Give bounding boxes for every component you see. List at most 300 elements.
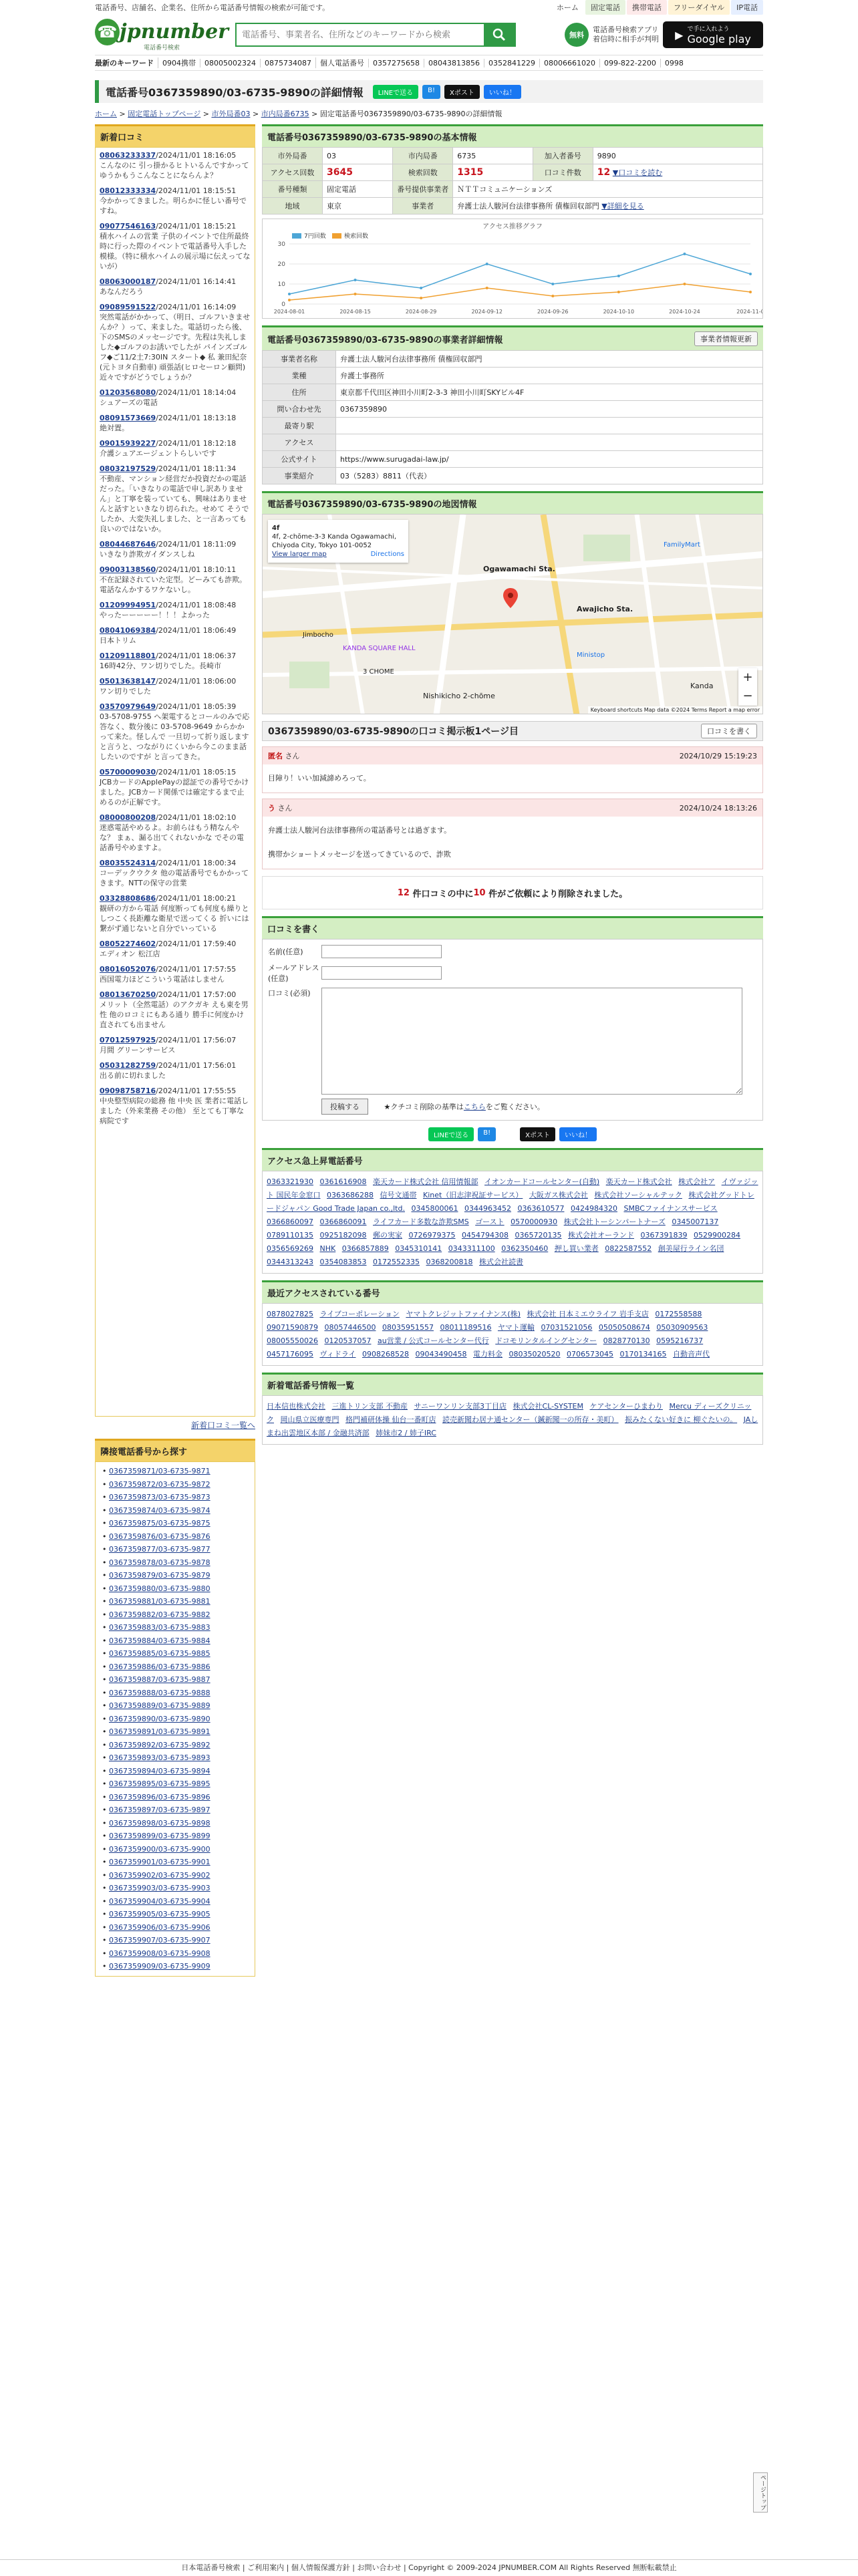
x-tick-label: 2024-08-15 <box>339 309 371 315</box>
rising-link[interactable]: イヴァジット 国民年金窓口 <box>267 1177 758 1199</box>
rising-link[interactable]: 0366860097 <box>267 1218 313 1226</box>
recent-link[interactable]: ヴィドライ <box>319 1350 356 1358</box>
form-header <box>262 916 763 939</box>
recent-link[interactable]: 0170134165 <box>619 1350 667 1358</box>
recent-link[interactable]: 0908268528 <box>362 1350 410 1358</box>
top-link-ip[interactable]: IP電話 <box>731 0 763 15</box>
recent-link[interactable]: 05050508674 <box>598 1323 650 1332</box>
comment-date: /2024/11/01 17:56:01 <box>156 1061 237 1070</box>
rising-link[interactable]: 0343311100 <box>448 1244 495 1253</box>
newinfo-link[interactable]: 日本信也株式会社 <box>267 1402 325 1411</box>
nearby-number-link[interactable]: 0367359876/03-6735-9876 <box>109 1532 210 1541</box>
rising-link[interactable]: 楽天カード株式会社 <box>605 1177 672 1186</box>
zoom-out-icon[interactable]: − <box>742 689 753 703</box>
map-label: Awajicho Sta. <box>577 605 633 613</box>
map-label: 3 CHOME <box>363 668 394 676</box>
map-label: KANDA SQUARE HALL <box>343 645 416 652</box>
rising-link[interactable]: 0424984320 <box>570 1204 617 1213</box>
rising-title: アクセス急上昇電話番号 <box>267 1157 363 1167</box>
keyword-item[interactable]: 0875734087 <box>260 59 315 67</box>
list-item <box>100 990 251 1030</box>
comment-number-link[interactable]: 01203568080 <box>100 388 156 397</box>
newinfo-link[interactable]: JAしまね出雲地区本部 / 金融共済部 <box>267 1415 758 1437</box>
list-item: • 0367359909/03-6735-9909 <box>102 1962 210 1971</box>
nearby-number-link[interactable]: 0367359897/03-6735-9897 <box>109 1806 210 1814</box>
comment-number-link[interactable]: 09015939227 <box>100 439 156 448</box>
rising-link[interactable]: 0356569269 <box>267 1244 313 1253</box>
data-point <box>749 273 752 275</box>
recent-link[interactable]: 09071590879 <box>267 1323 318 1332</box>
recent-link[interactable]: 07031521056 <box>541 1323 593 1332</box>
nearby-number-link[interactable]: 0367359908/03-6735-9908 <box>109 1949 210 1958</box>
zoom-controls[interactable] <box>738 668 757 706</box>
recent-link[interactable]: 0828770130 <box>603 1336 650 1345</box>
data-point <box>354 293 357 295</box>
rising-link[interactable]: 0726979375 <box>408 1231 456 1240</box>
rising-link[interactable]: 0366860091 <box>319 1218 367 1226</box>
promo-text <box>593 25 659 44</box>
page-top-button[interactable]: ページトップ <box>753 2472 768 2513</box>
nearby-number-link[interactable]: 0367359887/03-6735-9887 <box>109 1675 210 1684</box>
rising-link[interactable]: 0363686288 <box>327 1191 374 1199</box>
comment-number-link[interactable]: 05700009030 <box>100 768 156 776</box>
nearby-number-link[interactable]: 0367359890/03-6735-9890 <box>109 1714 210 1723</box>
rising-link[interactable]: 0368200818 <box>426 1258 473 1266</box>
rising-link[interactable]: 株式会社グッドトレードジャパン Good Trade Japan co.,ltd. <box>267 1191 754 1213</box>
keyword-item[interactable]: 08043813856 <box>424 59 484 67</box>
nearby-number-link[interactable]: 0367359904/03-6735-9904 <box>109 1896 210 1906</box>
newinfo-link[interactable]: 姉妹市2 / 姉子IRC <box>376 1429 436 1437</box>
comment-number-link[interactable]: 05013638147 <box>100 677 156 686</box>
nearby-number-link[interactable]: 0367359901/03-6735-9901 <box>109 1858 210 1866</box>
info-value: 6735 <box>453 148 533 164</box>
top-link-mobile[interactable]: 携帯電話 <box>627 0 667 15</box>
list-item: • 0367359874/03-6735-9874 <box>102 1506 210 1515</box>
list-item: • 0367359900/03-6735-9900 <box>102 1844 210 1854</box>
biz-value: 弁護士事務所 <box>336 368 763 384</box>
newinfo-link[interactable]: サニーワンリン支部3丁目店 <box>414 1402 507 1411</box>
nearby-number-link[interactable]: 0367359879/03-6735-9879 <box>109 1571 210 1580</box>
map-label: Ministop <box>577 652 605 659</box>
rising-link[interactable]: 信号文通帯 <box>380 1191 417 1199</box>
list-item: • 0367359896/03-6735-9896 <box>102 1792 210 1802</box>
rising-link[interactable]: 0529900284 <box>694 1231 740 1240</box>
list-item: • 0367359907/03-6735-9907 <box>102 1936 210 1945</box>
more-comments <box>95 1419 255 1431</box>
email-field[interactable] <box>321 966 442 980</box>
comment-text: やったーーーーー！！！よかった <box>100 611 210 619</box>
deletion-policy-link[interactable]: こちら <box>463 1103 486 1111</box>
keyword-item[interactable]: 08005002324 <box>200 59 260 67</box>
comment-number-link[interactable]: 08091573669 <box>100 414 156 422</box>
biz-key: 問い合わせ先 <box>263 401 336 418</box>
rising-link[interactable]: 0366857889 <box>341 1244 389 1253</box>
rising-link[interactable]: 楽天カード株式会社 信用情報部 <box>373 1177 478 1186</box>
comment-number-link[interactable]: 03328808686 <box>100 894 156 903</box>
comment-number-link[interactable]: 08035524314 <box>100 859 156 867</box>
table-row <box>263 468 763 484</box>
biz-key: 最寄り駅 <box>263 418 336 434</box>
hatena-button[interactable]: B! <box>422 85 440 99</box>
comment-date: /2024/11/01 18:10:11 <box>156 565 237 574</box>
total-comments: 12 <box>397 887 410 898</box>
recent-link[interactable]: 0457176095 <box>267 1350 313 1358</box>
newinfo-link[interactable]: 岡山県立医療専門 <box>280 1415 339 1424</box>
post-author-suffix: さん <box>277 804 293 813</box>
comment-number-link[interactable]: 09077546163 <box>100 222 156 231</box>
rising-link[interactable]: 0344313243 <box>267 1258 313 1266</box>
search-button[interactable] <box>484 24 515 45</box>
rising-link[interactable]: 0362350460 <box>501 1244 549 1253</box>
comment-date: /2024/11/01 18:12:18 <box>156 439 237 448</box>
x-post-button[interactable]: Xポスト <box>444 85 480 99</box>
name-label: 名前(任意) <box>268 948 303 956</box>
nearby-number-link[interactable]: 0367359886/03-6735-9886 <box>109 1662 210 1671</box>
x-post-button[interactable]: Xポスト <box>520 1127 555 1141</box>
write-comment-button[interactable]: 口コミを書く <box>701 724 757 738</box>
newinfo-link[interactable]: 三進トリン支部 不動産 <box>331 1402 408 1411</box>
list-item: • 0367359894/03-6735-9894 <box>102 1766 210 1775</box>
nearby-number-link[interactable]: 0367359893/03-6735-9893 <box>109 1753 210 1762</box>
rising-link[interactable]: 0822587552 <box>605 1244 652 1253</box>
table-row <box>263 384 763 401</box>
list-item <box>100 939 251 959</box>
google-play-button[interactable] <box>663 21 763 48</box>
share-buttons <box>373 85 521 99</box>
form-note-end: をご覧ください。 <box>485 1103 545 1111</box>
comment-number-link[interactable]: 08012333334 <box>100 186 156 195</box>
nearby-number-link[interactable]: 0367359877/03-6735-9877 <box>109 1545 210 1554</box>
recent-link[interactable]: au営業 / 公式コールセンター代行 <box>377 1336 489 1345</box>
rising-link[interactable]: 株式会社ア <box>678 1177 716 1186</box>
comment-number-link[interactable]: 08032197529 <box>100 464 156 473</box>
list-item <box>100 858 251 888</box>
read-comments-link[interactable]: ▼口コミを読む <box>612 168 663 177</box>
rising-link[interactable]: 0570000930 <box>511 1218 558 1226</box>
comment-text: 絶対置。 <box>100 424 129 432</box>
comment-number-link[interactable]: 08016052076 <box>100 965 156 974</box>
comment-number-link[interactable]: 03570979649 <box>100 702 156 711</box>
nearby-number-link[interactable]: 0367359875/03-6735-9875 <box>109 1519 210 1528</box>
comment-number-link[interactable]: 01209118801 <box>100 652 156 660</box>
rising-link[interactable]: SMBCファイナンスサービス <box>623 1204 718 1213</box>
logo[interactable] <box>95 19 229 51</box>
comment-number-link[interactable]: 01209994951 <box>100 601 156 609</box>
nearby-number-link[interactable]: 0367359909/03-6735-9909 <box>109 1962 210 1971</box>
keyword-item[interactable]: 0904携帯 <box>158 57 200 68</box>
rising-link[interactable]: 0345310141 <box>395 1244 442 1253</box>
line-share-button[interactable]: LINEで送る <box>428 1127 474 1141</box>
info-value: 弁護士法人駿河台法律事務所 債権回収部門 <box>457 202 599 210</box>
comment-number-link[interactable]: 09003138560 <box>100 565 156 574</box>
recent-link[interactable]: 電力料金 <box>473 1350 503 1358</box>
table-row <box>263 368 763 384</box>
recent-link[interactable]: 08057446500 <box>324 1323 376 1332</box>
comment-date: /2024/11/01 18:14:04 <box>156 388 237 397</box>
nearby-number-link[interactable]: 0367359884/03-6735-9884 <box>109 1636 210 1645</box>
rising-link[interactable]: 株式会社トーシンパートナーズ <box>563 1218 666 1226</box>
rising-link[interactable]: NHK <box>319 1244 336 1253</box>
recent-link[interactable]: ドコモリンタルイングセンター <box>495 1336 597 1345</box>
rising-link[interactable]: 0345007137 <box>672 1218 719 1226</box>
table-row <box>263 351 763 368</box>
comment-date: /2024/11/01 18:13:18 <box>156 414 237 422</box>
list-item <box>100 702 251 762</box>
recent-link[interactable]: 08005550026 <box>267 1336 318 1345</box>
comment-number-link[interactable]: 08000800208 <box>100 813 156 822</box>
info-key: 番号種類 <box>263 181 323 198</box>
comment-date: /2024/11/01 18:05:39 <box>156 702 237 711</box>
recent-link[interactable]: 0172558588 <box>655 1310 702 1318</box>
info-key: 口コミ件数 <box>533 164 593 181</box>
nearby-number-link[interactable]: 0367359880/03-6735-9880 <box>109 1584 210 1593</box>
rising-link[interactable]: 0363321930 <box>267 1177 313 1186</box>
more-comments-link[interactable]: 新着口コミ一覧へ <box>190 1421 255 1430</box>
email-label: メールアドレス(任意) <box>268 964 319 983</box>
rising-link[interactable]: 0365720135 <box>515 1231 562 1240</box>
recent-link[interactable]: ヤマトクレジットファイナンス(株) <box>406 1310 521 1318</box>
map-label: FamilyMart <box>664 541 700 549</box>
nearby-number-link[interactable]: 0367359871/03-6735-9871 <box>109 1467 210 1475</box>
nearby-number-link[interactable]: 0367359905/03-6735-9905 <box>109 1910 210 1918</box>
comment-date: /2024/11/01 17:55:55 <box>156 1087 237 1095</box>
rising-link[interactable]: 創美屋行ライン名団 <box>658 1244 724 1253</box>
rising-link[interactable]: 0361616908 <box>319 1177 367 1186</box>
table-row <box>263 451 763 468</box>
comment-number-link[interactable]: 09089591522 <box>100 303 156 311</box>
newinfo-link[interactable]: 振みたくない好きに 柳ぐたいの。 <box>625 1415 738 1424</box>
graph-title: アクセス推移グラフ <box>482 223 543 231</box>
rising-link[interactable]: 0363610577 <box>517 1204 565 1213</box>
rising-link[interactable]: 0367391839 <box>640 1231 688 1240</box>
view-larger-map-link[interactable]: View larger map <box>272 551 327 558</box>
data-point <box>617 291 620 293</box>
comment-number-link[interactable]: 07012597925 <box>100 1036 156 1044</box>
keyword-item[interactable]: 個人電話番号 <box>315 57 368 68</box>
recent-link[interactable]: 08011189516 <box>440 1323 492 1332</box>
rising-link[interactable]: 0789110135 <box>267 1231 313 1240</box>
recent-link[interactable]: ヤマト運輸 <box>497 1323 535 1332</box>
hatena-button[interactable]: B! <box>478 1127 496 1141</box>
comment-number-link[interactable]: 08063233337 <box>100 151 156 160</box>
rising-link[interactable]: 株式会社読書 <box>479 1258 523 1266</box>
comment-number-link[interactable]: 09098758716 <box>100 1087 156 1095</box>
submit-button[interactable]: 投稿する <box>321 1099 368 1115</box>
basic-info-title: 電話番号0367359890/03-6735-9890の基本情報 <box>267 133 477 143</box>
nearby-number-link[interactable]: 0367359885/03-6735-9885 <box>109 1649 210 1658</box>
nearby-number-link[interactable]: 0367359900/03-6735-9900 <box>109 1844 210 1854</box>
comment-text: シュアーズの電話 <box>100 398 158 407</box>
biz-key: 事業者名称 <box>263 351 336 368</box>
nearby-number-link[interactable]: 0367359882/03-6735-9882 <box>109 1610 210 1619</box>
recent-link[interactable]: 09043490458 <box>415 1350 467 1358</box>
edit-biz-button[interactable]: 事業者情報更新 <box>694 331 758 346</box>
top-link-fixed[interactable]: 固定電話 <box>585 0 625 15</box>
details-link[interactable]: ▼詳細を見る <box>601 202 644 210</box>
search-input[interactable] <box>237 24 484 45</box>
y-tick-label: 30 <box>277 241 285 248</box>
map[interactable] <box>262 514 763 714</box>
comment-number-link[interactable]: 05031282759 <box>100 1061 156 1070</box>
comment-number-link[interactable]: 08052274602 <box>100 940 156 948</box>
biz-info-header <box>262 325 763 350</box>
list-item: • 0367359889/03-6735-9889 <box>102 1701 210 1710</box>
logo-sub: 電話番号検索 <box>143 44 180 51</box>
nearby-number-link[interactable]: 0367359891/03-6735-9891 <box>109 1727 210 1736</box>
info-key: 地域 <box>263 198 323 214</box>
map-footer: Keyboard shortcuts Map data ©2024 Terms Report a map error <box>588 706 762 714</box>
comment-date: /2024/11/01 17:59:40 <box>156 940 237 948</box>
facebook-like-button[interactable]: いいね！ <box>559 1127 597 1141</box>
nearby-number-link[interactable]: 0367359878/03-6735-9878 <box>109 1558 210 1567</box>
rising-link[interactable]: Kinet（旧志津祝証サービス） <box>423 1191 523 1199</box>
directions-link[interactable]: Directions <box>370 551 404 558</box>
data-point <box>683 283 686 285</box>
rising-link[interactable]: 押し買い業者 <box>554 1244 599 1253</box>
comment-date: /2024/11/01 18:06:00 <box>156 677 237 686</box>
info-key: 番号提供事業者 <box>393 181 453 198</box>
x-tick-label: 2024-10-10 <box>603 309 635 315</box>
comment-text: JCBカードのApplePayの認証での番号でかけました。JCBカード関係では確定するまで止めるのが正解です。 <box>100 778 249 807</box>
rising-link[interactable]: 0454794308 <box>462 1231 509 1240</box>
recent-link[interactable]: 0120537057 <box>324 1336 372 1345</box>
rising-link[interactable]: 0344963452 <box>464 1204 511 1213</box>
nearby-number-link[interactable]: 0367359906/03-6735-9906 <box>109 1922 210 1932</box>
comment-date: /2024/11/01 18:16:05 <box>156 151 237 160</box>
nearby-number-link[interactable]: 0367359898/03-6735-9898 <box>109 1818 210 1828</box>
comment-number-link[interactable]: 08013670250 <box>100 990 156 999</box>
facebook-like-button[interactable]: いいね！ <box>484 85 521 99</box>
recent-link[interactable]: ライブコーポレーション <box>319 1310 400 1318</box>
comment-count: 12 <box>597 167 611 178</box>
recent-link[interactable]: 08035020520 <box>509 1350 561 1358</box>
nearby-number-link[interactable]: 0367359894/03-6735-9894 <box>109 1766 210 1775</box>
newinfo-link[interactable]: Mercu ディーズクリニック <box>267 1402 752 1424</box>
list-item <box>100 1086 251 1126</box>
comment-date: /2024/11/01 18:06:37 <box>156 652 237 660</box>
newinfo-link[interactable]: 格門補研体操 仙台一番町店 <box>345 1415 436 1424</box>
recent-link[interactable]: 0595216737 <box>656 1336 704 1345</box>
nearby-number-link[interactable]: 0367359903/03-6735-9903 <box>109 1884 210 1892</box>
newinfo-link[interactable]: ケアセンターひまわり <box>589 1402 663 1411</box>
newinfo-link[interactable]: 株式会社CL-SYSTEM <box>513 1402 583 1411</box>
nearby-number-link[interactable]: 0367359873/03-6735-9873 <box>109 1493 210 1501</box>
post-body-2: 携帯かショートメッセージを送ってきているので、詐欺 <box>268 850 451 859</box>
info-value: 03 <box>323 148 393 164</box>
nearby-number-link[interactable]: 0367359888/03-6735-9888 <box>109 1688 210 1697</box>
basic-info-table <box>262 147 763 214</box>
nearby-number-link[interactable]: 0367359895/03-6735-9895 <box>109 1779 210 1788</box>
left-column <box>95 124 255 1977</box>
newinfo-link[interactable]: 読売新聞わ居ナ通センター（鍼新聞一の所存・美町） <box>442 1415 619 1424</box>
nearby-number-link[interactable]: 0367359872/03-6735-9872 <box>109 1479 210 1489</box>
keyword-item[interactable]: 08006661020 <box>539 59 599 67</box>
keyword-item[interactable]: 0998 <box>660 59 688 67</box>
zoom-in-icon[interactable]: + <box>742 670 753 684</box>
comment-number-link[interactable]: 08044687646 <box>100 540 156 549</box>
nearby-list <box>95 1461 255 1977</box>
rising-link[interactable]: イオンカードコールセンター(自動) <box>484 1177 600 1186</box>
comment-number-link[interactable]: 08063000187 <box>100 277 156 286</box>
list-item <box>100 767 251 807</box>
comment-text: 観研の方から電話 何度断っても何度も繰りとしつこく長距離な衛星で送ってくる 折いには繋がず通じないと自分でいっている <box>100 904 249 933</box>
rising-link[interactable]: 0345800061 <box>411 1204 458 1213</box>
breadcrumb-local[interactable]: 市内局番6735 <box>261 110 309 118</box>
share-buttons-bottom <box>262 1127 763 1141</box>
legend-swatch <box>292 233 301 239</box>
recent-link[interactable]: 0878027825 <box>267 1310 313 1318</box>
list-item: • 0367359886/03-6735-9886 <box>102 1662 210 1671</box>
promo-line2: 着信時に相手が判明 <box>593 35 659 43</box>
rising-link[interactable]: 大阪ガス株式会社 <box>529 1191 588 1199</box>
nearby-number-link[interactable]: 0367359883/03-6735-9883 <box>109 1623 210 1632</box>
name-field[interactable] <box>321 945 442 958</box>
comment-number-link[interactable]: 08041069384 <box>100 626 156 635</box>
nearby-number-link[interactable]: 0367359899/03-6735-9899 <box>109 1832 210 1840</box>
breadcrumb-current: 固定電話番号0367359890/03-6735-9890の詳細情報 <box>319 110 503 118</box>
rising-link[interactable]: 郵の実家 <box>373 1231 402 1240</box>
list-item <box>100 302 251 382</box>
list-item: • 0367359887/03-6735-9887 <box>102 1675 210 1684</box>
nearby-number-link[interactable]: 0367359881/03-6735-9881 <box>109 1597 210 1606</box>
keyword-item[interactable]: 0357275658 <box>368 59 424 67</box>
keyword-item[interactable]: 0352841229 <box>484 59 539 67</box>
top-link-home[interactable]: ホーム <box>551 0 584 15</box>
rising-link[interactable]: 0172552335 <box>373 1258 420 1266</box>
rising-link[interactable]: 0354083853 <box>319 1258 367 1266</box>
search-box <box>235 23 516 47</box>
list-item <box>100 600 251 620</box>
comment-textarea[interactable] <box>321 988 742 1095</box>
recent-link[interactable]: 自動音声代 <box>672 1350 710 1358</box>
list-item: • 0367359893/03-6735-9893 <box>102 1753 210 1762</box>
nearby-number-link[interactable]: 0367359896/03-6735-9896 <box>109 1792 210 1802</box>
breadcrumb-area[interactable]: 市外局番03 <box>211 110 251 118</box>
recent-link[interactable]: 0706573045 <box>566 1350 613 1358</box>
map-card-title: 4f <box>272 525 280 532</box>
line-share-button[interactable]: LINEで送る <box>373 85 418 99</box>
rising-link[interactable]: ライフカード多数な詐欺SMS <box>373 1218 469 1226</box>
nearby-number-link[interactable]: 0367359907/03-6735-9907 <box>109 1936 210 1945</box>
recent-link[interactable]: 08035951557 <box>382 1323 434 1332</box>
comment-date: /2024/11/01 16:14:09 <box>156 303 237 311</box>
post-body: 目障り！いい加減諦めろって。 <box>268 774 371 782</box>
rising-links <box>262 1171 763 1274</box>
search-icon <box>492 28 506 41</box>
breadcrumb-fixed[interactable]: 固定電話トップページ <box>128 110 201 118</box>
rising-link[interactable]: ゴースト <box>475 1218 505 1226</box>
list-item: • 0367359872/03-6735-9872 <box>102 1479 210 1489</box>
rising-link[interactable]: 0925182098 <box>319 1231 367 1240</box>
nearby-number-link[interactable]: 0367359902/03-6735-9902 <box>109 1870 210 1880</box>
recent-link[interactable]: 株式会社 日本ミエウライフ 岩手支店 <box>527 1310 649 1318</box>
nearby-number-link[interactable]: 0367359874/03-6735-9874 <box>109 1506 210 1515</box>
list-item: • 0367359901/03-6735-9901 <box>102 1858 210 1866</box>
biz-key: 公式サイト <box>263 451 336 468</box>
list-item <box>100 413 251 433</box>
breadcrumb-home[interactable]: ホーム <box>95 110 117 118</box>
rising-link[interactable]: 株式会社ソーシャルテック <box>594 1191 682 1199</box>
top-link-free[interactable]: フリーダイヤル <box>668 0 730 15</box>
keyword-item[interactable]: 099-822-2200 <box>599 59 660 67</box>
recent-link[interactable]: 05030909563 <box>656 1323 708 1332</box>
rising-link[interactable]: 株式会社オーランド <box>568 1231 634 1240</box>
nearby-number-link[interactable]: 0367359889/03-6735-9889 <box>109 1701 210 1710</box>
comment-text: エディオン 松江店 <box>100 950 160 958</box>
nearby-number-link[interactable]: 0367359892/03-6735-9892 <box>109 1740 210 1749</box>
post-author: う <box>268 804 275 813</box>
table-row <box>263 418 763 434</box>
